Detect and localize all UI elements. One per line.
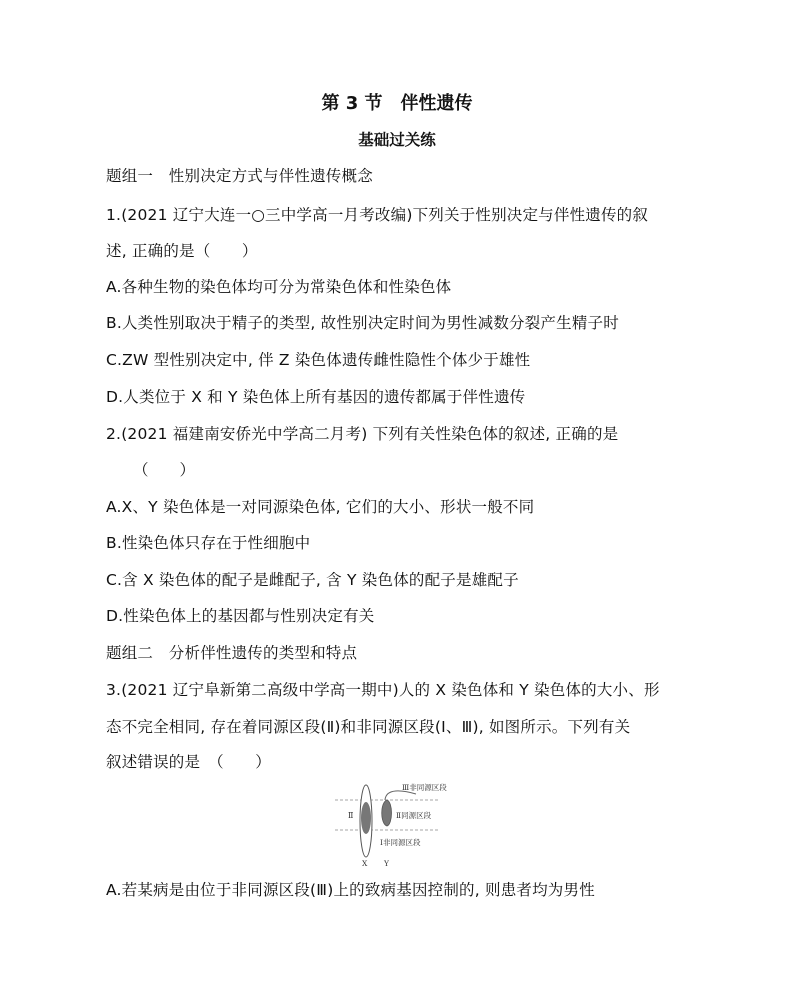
question-1-stem-line-2: 述, 正确的是（ ） — [106, 242, 258, 260]
question-3-stem-line-3: 叙述错误的是 （ ） — [106, 753, 271, 771]
label-non-homologous-i: Ⅰ非同源区段 — [380, 838, 421, 847]
question-1-option-a: A.各种生物的染色体均可分为常染色体和性染色体 — [106, 278, 452, 296]
question-1-option-b: B.人类性别取决于精子的类型, 故性别决定时间为男性减数分裂产生精子时 — [106, 314, 619, 332]
y-chromosome — [382, 800, 392, 826]
x-chromosome-homologous-segment — [361, 802, 371, 834]
question-group-1-heading: 题组一 性别决定方式与伴性遗传概念 — [106, 167, 373, 185]
page-title: 第 3 节 伴性遗传 — [321, 93, 473, 114]
label-y: Y — [384, 859, 389, 868]
question-2-option-d: D.性染色体上的基因都与性别决定有关 — [106, 607, 375, 625]
xy-chromosome-diagram — [330, 780, 470, 870]
question-2-option-b: B.性染色体只存在于性细胞中 — [106, 534, 311, 552]
question-2-answer-blank: （ ） — [133, 461, 196, 479]
question-3-stem-line-2: 态不完全相同, 存在着同源区段(Ⅱ)和非同源区段(Ⅰ、Ⅲ), 如图所示。下列有关 — [106, 718, 631, 736]
label-non-homologous-iii: Ⅲ非同源区段 — [402, 783, 447, 792]
question-2-stem-line-1: 2.(2021 福建南安侨光中学高二月考) 下列有关性染色体的叙述, 正确的是 — [106, 425, 619, 443]
y-chromosome-tail — [385, 791, 416, 800]
question-1-option-d: D.人类位于 X 和 Y 染色体上所有基因的遗传都属于伴性遗传 — [106, 388, 526, 406]
label-homologous-ii: Ⅱ同源区段 — [396, 811, 432, 820]
question-3-stem-line-1: 3.(2021 辽宁阜新第二高级中学高一期中)人的 X 染色体和 Y 染色体的大小、形 — [106, 681, 660, 699]
question-1-option-c: C.ZW 型性别决定中, 伴 Z 染色体遗传雌性隐性个体少于雄性 — [106, 351, 531, 369]
question-3-option-a: A.若某病是由位于非同源区段(Ⅲ)上的致病基因控制的, 则患者均为男性 — [106, 881, 595, 899]
section-subtitle: 基础过关练 — [358, 131, 436, 149]
question-2-option-a: A.X、Y 染色体是一对同源染色体, 它们的大小、形状一般不同 — [106, 498, 535, 516]
label-x: X — [362, 859, 368, 868]
question-group-2-heading: 题组二 分析伴性遗传的类型和特点 — [106, 644, 358, 662]
question-1-stem-line-1: 1.(2021 辽宁大连一○三中学高一月考改编)下列关于性别决定与伴性遗传的叙 — [106, 206, 649, 224]
label-ii-left: Ⅱ — [348, 811, 354, 820]
question-2-option-c: C.含 X 染色体的配子是雌配子, 含 Y 染色体的配子是雄配子 — [106, 571, 519, 589]
